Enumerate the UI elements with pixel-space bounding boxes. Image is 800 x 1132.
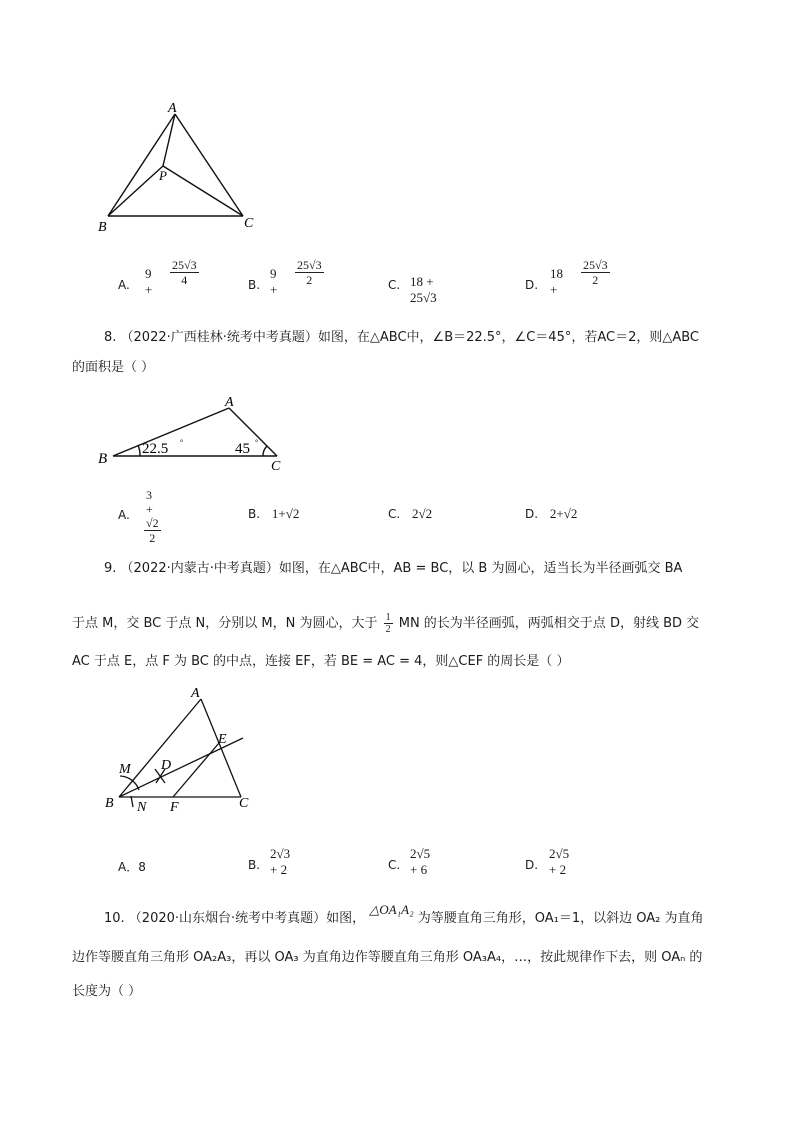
q8-figure xyxy=(95,390,295,470)
q7-option-a-num: 25√3 xyxy=(172,258,197,272)
q9-option-c-expr: 2√5 + 6 xyxy=(410,846,431,877)
q9-option-b[interactable] xyxy=(248,846,291,877)
q7-option-a-prefix: 9 + xyxy=(145,266,153,297)
q7-label-A: A xyxy=(168,101,177,116)
q9-label-B: B xyxy=(105,796,114,811)
q9-label-E: E xyxy=(218,732,227,747)
q8-option-b-letter: B. xyxy=(248,507,261,521)
q10-triangle-label: △OA₁A₂ xyxy=(369,902,414,917)
q10-stem-line1 xyxy=(104,902,704,929)
q8-label-B: B xyxy=(98,451,108,467)
q8-stem-line2: 的面积是（ ） xyxy=(72,360,155,375)
q8-angle-c-degree: ° xyxy=(255,438,259,447)
q7-option-b-letter: B. xyxy=(248,278,261,292)
q8-stem-line1: 8. （2022·广西桂林·统考中考真题）如图，在△ABC中，∠B＝22.5°，∠C＝45°，若AC＝2，则△ABC xyxy=(104,330,700,345)
q7-option-d-letter: D. xyxy=(525,278,539,292)
q9-label-F: F xyxy=(170,800,179,815)
q10-stem-line3: 长度为（ ） xyxy=(72,984,142,999)
q8-option-d-letter: D. xyxy=(525,507,539,521)
q8-option-a-fraction xyxy=(144,488,161,545)
q8-angle-c-label: 45 xyxy=(235,441,250,457)
q7-option-b-prefix: 9 + xyxy=(270,266,278,297)
q9-option-c[interactable] xyxy=(388,846,431,877)
q8-option-c-letter: C. xyxy=(388,507,401,521)
q7-option-d-prefix: 18 + xyxy=(550,266,563,297)
q7-option-c-letter: C. xyxy=(388,278,401,292)
q7-option-b-num: 25√3 xyxy=(297,258,322,272)
q9-option-a-text: A．8 xyxy=(118,860,146,874)
q9-label-C: C xyxy=(239,796,249,811)
q8-option-b-expr: 1+√2 xyxy=(271,506,300,521)
q9-stem-line2b: MN 的长为半径画弧，两弧相交于点 D，射线 BD 交 xyxy=(398,616,700,631)
q7-option-a-letter: A. xyxy=(118,278,130,292)
q7-option-a-fraction xyxy=(170,258,199,287)
q9-half-den: 2 xyxy=(385,624,391,635)
q8-option-a-num: 3 + √2 xyxy=(146,488,159,530)
q8-option-c-expr: 2√2 xyxy=(412,506,433,521)
q7-label-B: B xyxy=(98,220,107,235)
q9-option-d-expr: 2√5 + 2 xyxy=(549,846,570,877)
q9-figure xyxy=(95,683,265,818)
q8-option-d-expr: 2+√2 xyxy=(549,506,578,521)
q8-option-a-den: 2 xyxy=(149,531,156,545)
q9-label-M: M xyxy=(119,762,131,777)
q9-stem-line1: 9. （2022·内蒙古·中考真题）如图，在△ABC中，AB = BC，以 B 为圆心，适当长为半径画弧交 BA xyxy=(104,561,683,576)
q7-option-d-fraction xyxy=(581,258,610,287)
q7-option-c-expr: 18 + 25√3 xyxy=(410,274,437,305)
q7-label-C: C xyxy=(244,216,254,231)
q7-label-P: P xyxy=(159,168,167,183)
q8-angle-b-degree: ° xyxy=(180,438,184,447)
q9-option-d-letter: D. xyxy=(525,858,539,872)
q8-angle-b-label: 22.5 xyxy=(142,441,169,457)
q10-stem-line1b: 为等腰直角三角形，OA₁＝1，以斜边 OA₂ 为直角 xyxy=(417,911,704,926)
q9-label-A: A xyxy=(191,686,200,701)
q9-option-d[interactable] xyxy=(525,846,570,877)
q9-stem-line3: AC 于点 E，点 F 为 BC 的中点，连接 EF，若 BE = AC = 4，则△CEF 的周长是（ ） xyxy=(72,654,570,669)
q9-stem-line2 xyxy=(72,612,699,635)
q7-option-a-den: 4 xyxy=(181,273,188,287)
q9-option-b-letter: B. xyxy=(248,858,261,872)
q10-stem-line1a: 10. （2020·山东烟台·统考中考真题）如图， xyxy=(104,911,366,926)
q9-stem-line2a: 于点 M，交 BC 于点 N，分别以 M，N 为圆心，大于 xyxy=(72,616,378,631)
q8-option-b[interactable] xyxy=(248,506,299,522)
q9-option-c-letter: C. xyxy=(388,858,401,872)
q8-option-a-letter: A. xyxy=(118,508,130,522)
q7-option-d-den: 2 xyxy=(592,273,599,287)
q8-option-d[interactable] xyxy=(525,506,577,522)
q7-option-b-den: 2 xyxy=(306,273,313,287)
q9-option-a[interactable] xyxy=(118,858,146,875)
q7-option-b-fraction xyxy=(295,258,324,287)
q9-option-b-expr: 2√3 + 2 xyxy=(270,846,291,877)
q7-figure xyxy=(95,100,270,240)
q9-half-num: 1 xyxy=(385,612,391,623)
q8-label-C: C xyxy=(271,459,281,470)
q9-half-fraction xyxy=(384,612,393,635)
q9-label-D: D xyxy=(161,758,172,773)
q8-option-c[interactable] xyxy=(388,506,432,522)
q10-stem-line2: 边作等腰直角三角形 OA₂A₃，再以 OA₃ 为直角边作等腰直角三角形 OA₃A₄，…，按此规律作下去，则 OAₙ 的 xyxy=(72,950,703,965)
q7-option-d-num: 25√3 xyxy=(583,258,608,272)
q8-label-A: A xyxy=(225,395,234,410)
q9-label-N: N xyxy=(137,800,147,815)
